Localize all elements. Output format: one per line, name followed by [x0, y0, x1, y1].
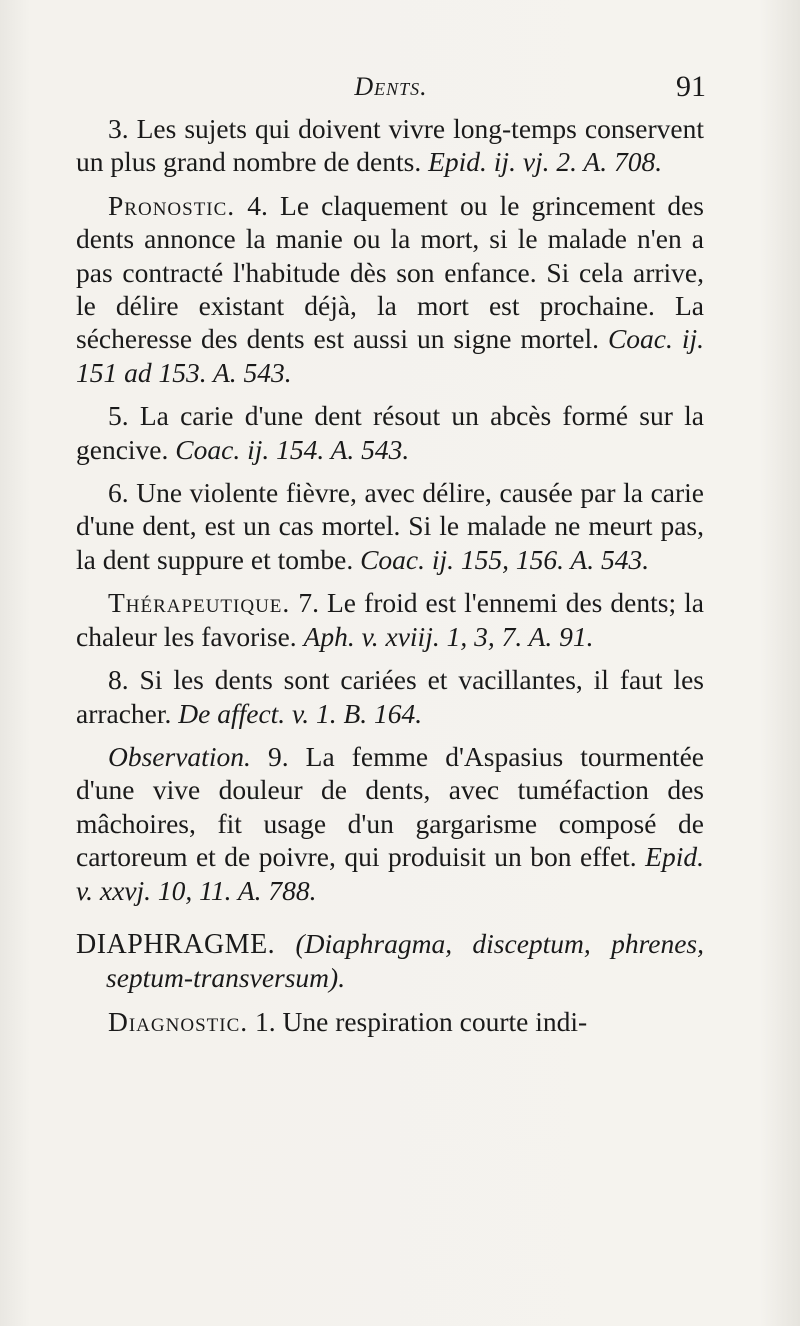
paragraph-text: 7. Le froid est l'ennemi des dents; la chaleur les favorise.	[76, 587, 704, 652]
paragraph-4	[76, 189, 704, 389]
paragraph-8	[76, 663, 704, 730]
page-header	[76, 72, 706, 112]
reference: Aph. v. xviij. 1, 3, 7. A. 91.	[303, 620, 594, 652]
paragraph-9	[76, 740, 704, 907]
paragraph-text: 4. Le claquement ou le grincement des dents annonce la manie ou la mort, si le malade n'en a pas contracté l'habitude dès son enfance. Si cela arrive, le délire existant déjà, la mort est prochaine. La sécheresse des dents est aussi un signe mortel.	[76, 189, 704, 355]
section-lead: Observation.	[108, 740, 251, 772]
entry-headword: DIAPHRAGME.	[76, 928, 276, 960]
reference: Coac. ij. 151 ad 153. A. 543.	[76, 323, 704, 388]
page-body	[76, 112, 704, 1048]
paragraph-text: 1. Une respiration courte indi-	[255, 1005, 588, 1037]
paragraph-5	[76, 399, 704, 466]
reference: Coac. ij. 154. A. 543.	[175, 433, 410, 465]
reference: Epid. ij. vj. 2. A. 708.	[428, 146, 663, 178]
paragraph-text: 9. La femme d'Aspasius tourmentée d'une vive douleur de dents, avec tuméfaction des mâchoires, fit usage d'un gargarisme composé de cartoreum et de poivre, qui produisit un bon effet.	[76, 740, 704, 873]
entry-paragraph-1	[76, 1005, 704, 1038]
paragraph-6	[76, 476, 704, 576]
section-lead: Pronostic.	[108, 189, 236, 221]
paragraph-text: 6. Une violente fièvre, avec délire, causée par la carie d'une dent, est un cas mortel. Si le malade ne meurt pas, la dent suppure et tombe.	[76, 477, 704, 575]
paragraph-3	[76, 112, 704, 179]
running-title: Dents.	[354, 72, 428, 101]
section-lead: Thérapeutique.	[108, 587, 291, 619]
paragraph-text: 8. Si les dents sont cariées et vacillantes, il faut les arracher.	[76, 664, 704, 729]
reference: Epid. v. xxvj. 10, 11. A. 788.	[76, 841, 704, 906]
paragraph-7	[76, 586, 704, 653]
paragraph-text: 3. Les sujets qui doivent vivre long-temps conservent un plus grand nombre de dents.	[76, 113, 704, 178]
reference: Coac. ij. 155, 156. A. 543.	[360, 543, 650, 575]
page-number: 91	[676, 70, 706, 103]
reference: De affect. v. 1. B. 164.	[178, 697, 423, 729]
section-lead: Diagnostic.	[108, 1005, 249, 1037]
entry-synonyms: (Diaphragma, disceptum, phrenes, septum-transversum).	[106, 927, 704, 994]
paragraph-text: 5. La carie d'une dent résout un abcès formé sur la gencive.	[76, 400, 704, 465]
dictionary-entry	[76, 927, 704, 995]
